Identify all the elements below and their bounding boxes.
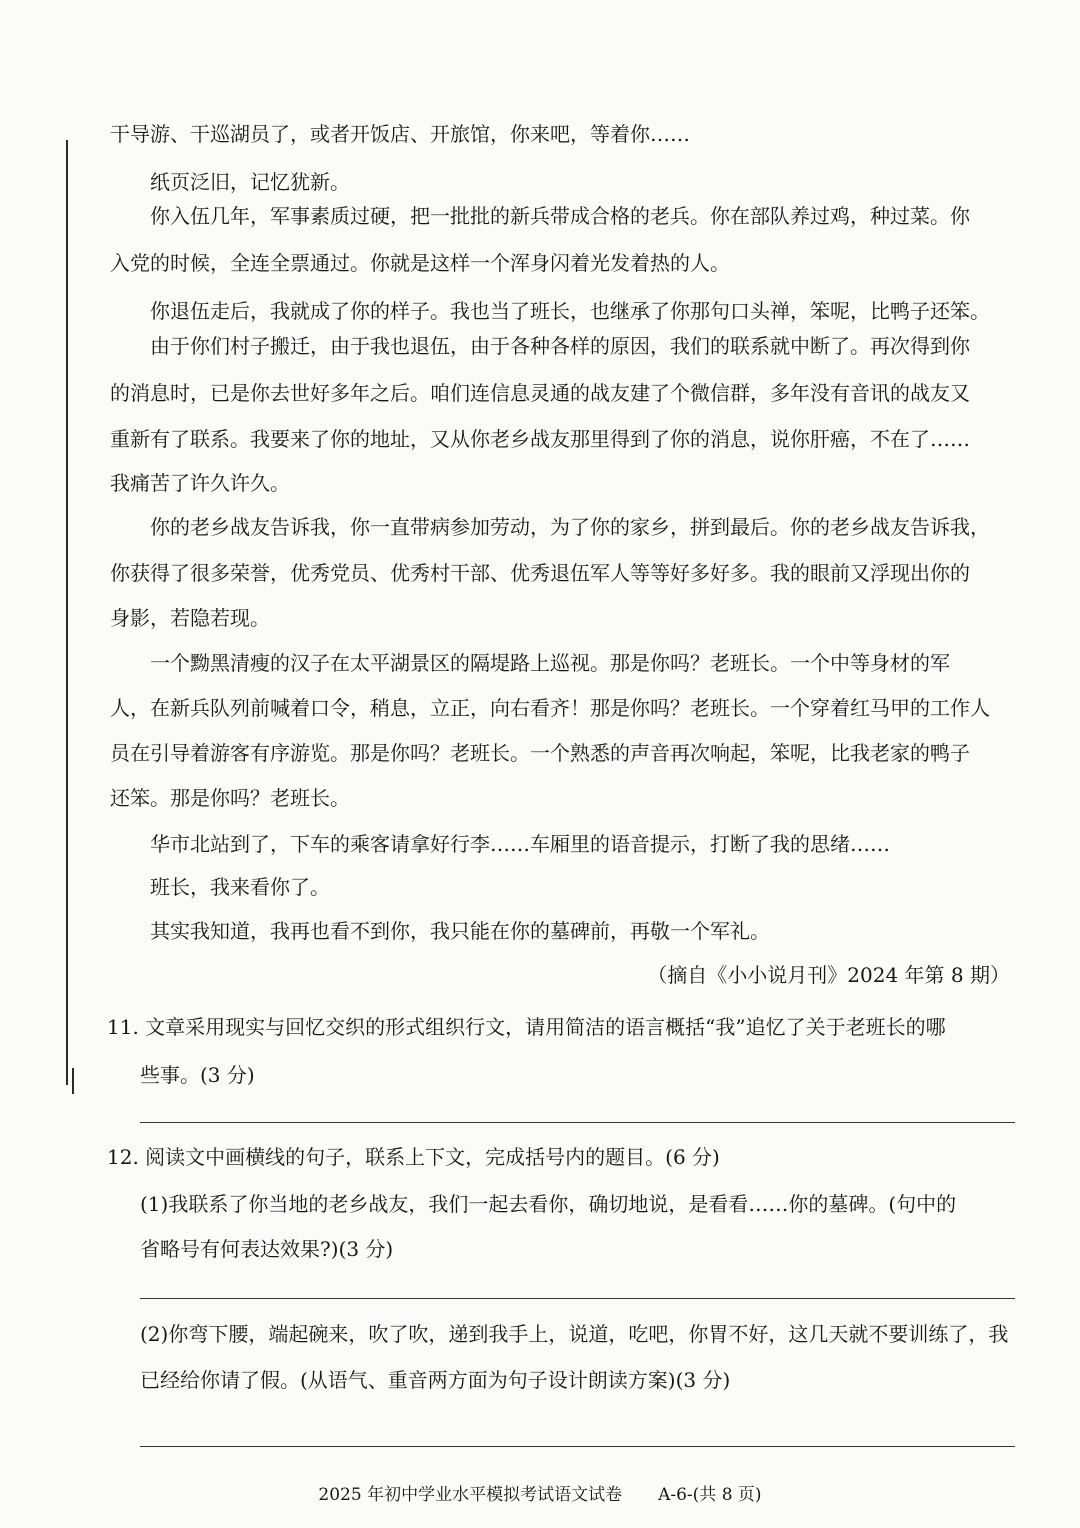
answer-line-12-2[interactable]	[140, 1446, 1015, 1447]
paragraph-line: 的消息时，已是你去世好多年之后。咱们连信息灵通的战友建了个微信群，多年没有音讯的战友又	[110, 381, 970, 405]
paragraph-line: 其实我知道，我再也看不到你，我只能在你的墓碑前，再敬一个军礼。	[150, 919, 770, 943]
paragraph-line: 班长，我来看你了。	[150, 875, 330, 899]
page-footer	[0, 1484, 1080, 1506]
page-number: A-6-(共 8 页)	[658, 1485, 762, 1505]
paragraph-line: 你获得了很多荣誉，优秀党员、优秀村干部、优秀退伍军人等等好多好多。我的眼前又浮现出你的	[110, 561, 970, 585]
paragraph-line: 一个黝黑清瘦的汉子在太平湖景区的隔堤路上巡视。那是你吗？老班长。一个中等身材的军	[150, 651, 950, 675]
binding-margin-line	[66, 140, 68, 1085]
question-12-text: 12. 阅读文中画横线的句子，联系上下文，完成括号内的题目。(6 分)	[107, 1145, 720, 1169]
answer-line-11[interactable]	[140, 1122, 1015, 1123]
paragraph-line: 你入伍几年，军事素质过硬，把一批批的新兵带成合格的老兵。你在部队养过鸡，种过菜。你	[150, 204, 970, 228]
paragraph-line: 重新有了联系。我要来了你的地址，又从你老乡战友那里得到了你的消息，说你肝癌，不在了……	[110, 427, 970, 451]
question-12-2-text: (2)你弯下腰，端起碗来，吹了吹，递到我手上，说道，吃吧，你胃不好，这几天就不要训练了，我	[140, 1322, 1009, 1346]
question-11-text: 11. 文章采用现实与回忆交织的形式组织行文，请用简洁的语言概括“我”追忆了关于老班长的哪	[107, 1015, 946, 1039]
paragraph-line: 员在引导着游客有序游览。那是你吗？老班长。一个熟悉的声音再次响起，笨呢，比我老家的鸭子	[110, 741, 970, 765]
paragraph-line: 入党的时候，全连全票通过。你就是这样一个浑身闪着光发着热的人。	[110, 251, 730, 275]
paragraph-line: 你的老乡战友告诉我，你一直带病参加劳动，为了你的家乡，拼到最后。你的老乡战友告诉我，	[150, 515, 990, 539]
paragraph-line: 身影，若隐若现。	[110, 606, 270, 630]
paragraph-line: 人，在新兵队列前喊着口令，稍息，立正，向右看齐！那是你吗？老班长。一个穿着红马甲的工作人	[110, 696, 990, 720]
source-citation: （摘自《小小说月刊》2024 年第 8 期）	[647, 963, 1010, 987]
paragraph-line: 还笨。那是你吗？老班长。	[110, 786, 350, 810]
paragraph-line: 华市北站到了，下车的乘客请拿好行李……车厢里的语音提示，打断了我的思绪……	[150, 832, 890, 856]
exam-title: 2025 年初中学业水平模拟考试语文试卷	[318, 1485, 623, 1505]
paragraph-line: 你退伍走后，我就成了你的样子。我也当了班长，也继承了你那句口头禅，笨呢，比鸭子还笨。	[150, 299, 990, 323]
paragraph-line: 我痛苦了许久许久。	[110, 471, 290, 495]
question-12-2-text-cont: 已经给你请了假。(从语气、重音两方面为句子设计朗读方案)(3 分)	[140, 1368, 731, 1392]
answer-line-12-1[interactable]	[140, 1298, 1015, 1299]
paragraph-line: 纸页泛旧，记忆犹新。	[150, 170, 350, 194]
question-12-1-text-cont: 省略号有何表达效果?)(3 分)	[140, 1237, 394, 1261]
question-12-1-text: (1)我联系了你当地的老乡战友，我们一起去看你，确切地说，是看看……你的墓碑。(句中的	[140, 1192, 957, 1216]
paragraph-line: 干导游、干巡湖员了，或者开饭店、开旅馆，你来吧，等着你……	[110, 122, 690, 146]
paragraph-line: 由于你们村子搬迁，由于我也退伍，由于各种各样的原因，我们的联系就中断了。再次得到你	[150, 334, 970, 358]
binding-margin-line-lower	[72, 1068, 74, 1094]
question-11-text-cont: 些事。(3 分)	[140, 1063, 255, 1087]
